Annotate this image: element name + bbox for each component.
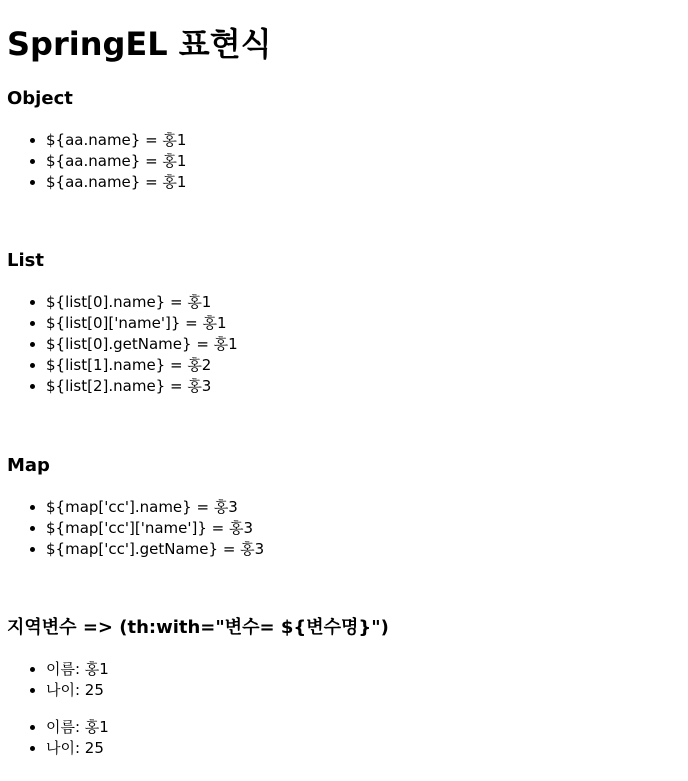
local-variable-list-1 xyxy=(7,659,109,701)
local-variable-heading: 지역변수 => (th:with="변수= ${변수명}") xyxy=(7,617,389,638)
list-item: • 이름: 홍1 xyxy=(46,659,109,680)
list-item: • ${map['cc'].getName} = 홍3 xyxy=(46,539,264,560)
object-list xyxy=(7,130,186,193)
list-item: • ${aa.name} = 홍1 xyxy=(46,172,186,193)
list-item: • ${list[0].name} = 홍1 xyxy=(46,292,238,313)
list-item: • ${map['cc']['name']} = 홍3 xyxy=(46,518,264,539)
list-item: • ${aa.name} = 홍1 xyxy=(46,151,186,172)
list-item: • 나이: 25 xyxy=(46,680,109,701)
object-heading: Object xyxy=(7,88,73,109)
list-heading: List xyxy=(7,250,44,271)
list-item: • ${map['cc'].name} = 홍3 xyxy=(46,497,264,518)
page-title: SpringEL 표현식 xyxy=(7,25,272,63)
list-item: • ${aa.name} = 홍1 xyxy=(46,130,186,151)
map-list xyxy=(7,497,264,560)
map-heading: Map xyxy=(7,455,50,476)
list-item: • ${list[2].name} = 홍3 xyxy=(46,376,238,397)
list-list xyxy=(7,292,238,397)
list-item: • ${list[0]['name']} = 홍1 xyxy=(46,313,238,334)
list-item: • ${list[0].getName} = 홍1 xyxy=(46,334,238,355)
local-variable-list-2 xyxy=(7,717,109,759)
list-item: • ${list[1].name} = 홍2 xyxy=(46,355,238,376)
list-item: • 나이: 25 xyxy=(46,738,109,759)
list-item: • 이름: 홍1 xyxy=(46,717,109,738)
